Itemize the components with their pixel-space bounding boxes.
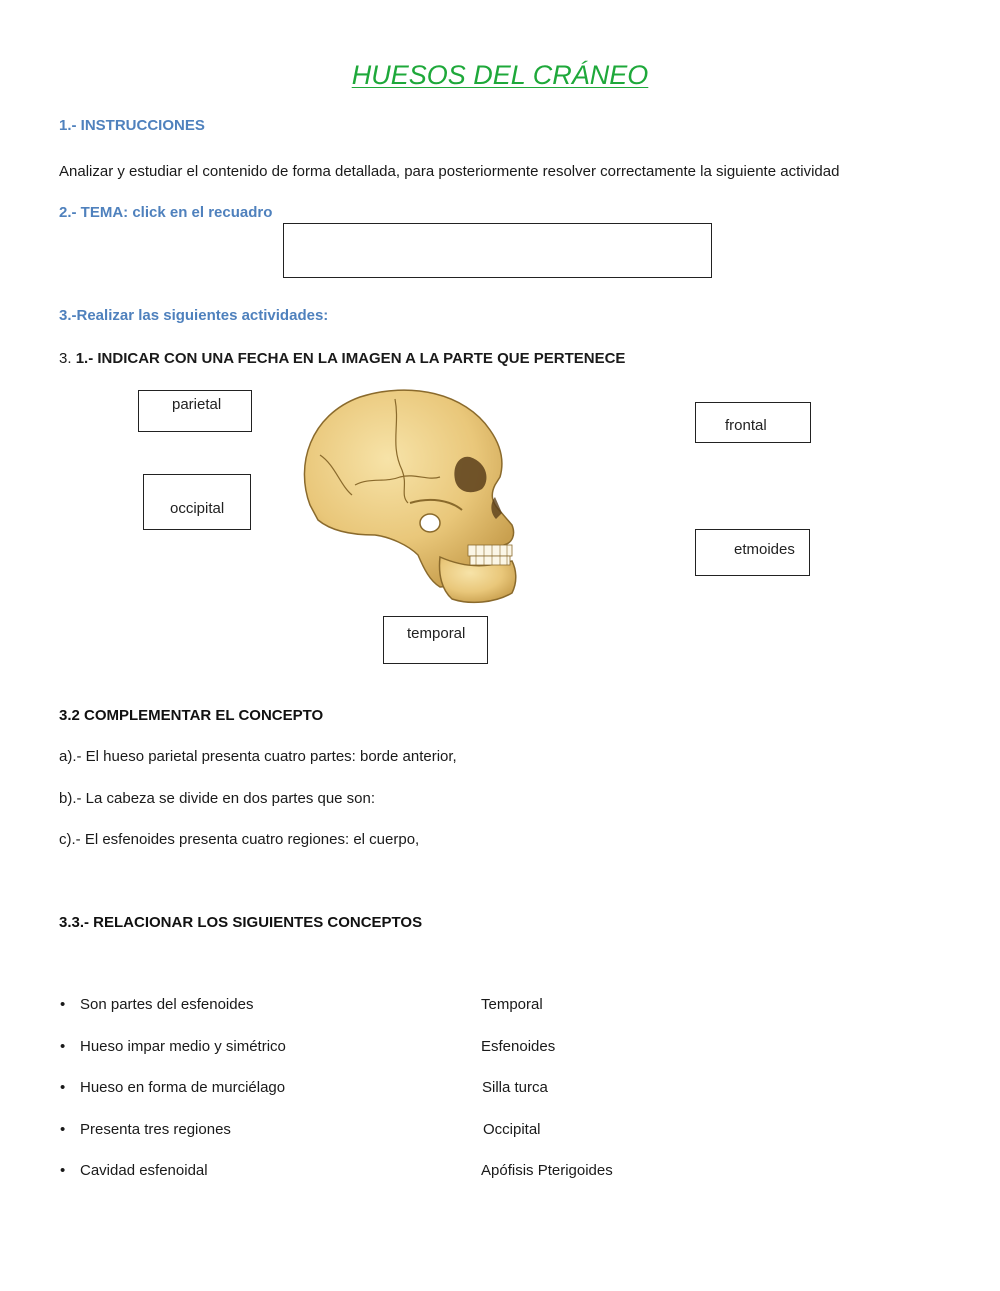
instructions-heading: 1.- INSTRUCCIONES [59, 117, 205, 134]
match-right-item[interactable]: Occipital [483, 1121, 541, 1138]
match-right-item[interactable]: Apófisis Pterigoides [481, 1162, 613, 1179]
activity2-item-a: a).- El hueso parietal presenta cuatro partes: borde anterior, [59, 748, 457, 765]
activity2-title: 3.2 COMPLEMENTAR EL CONCEPTO [59, 707, 324, 724]
label-box-etmoides[interactable] [695, 529, 810, 576]
label-etmoides: etmoides [734, 541, 795, 558]
skull-teeth-upper [468, 545, 512, 556]
label-box-temporal[interactable] [383, 616, 488, 664]
activity2-item-c: c).- El esfenoides presenta cuatro regiones: el cuerpo, [59, 831, 420, 848]
page-title: HUESOS DEL CRÁNEO [351, 60, 649, 90]
topic-heading: 2.- TEMA: click en el recuadro [59, 204, 273, 221]
activity1-title: 1.- INDICAR CON UNA FECHA EN LA IMAGEN A LA PARTE QUE PERTENECE [75, 350, 626, 367]
match-right-item[interactable]: Silla turca [482, 1079, 548, 1096]
match-left-item[interactable]: • Hueso en forma de murciélago [60, 1079, 286, 1096]
label-parietal: parietal [172, 396, 222, 413]
label-box-parietal[interactable] [138, 390, 252, 432]
label-temporal: temporal [407, 625, 466, 642]
match-left-item[interactable]: • Son partes del esfenoides [60, 996, 254, 1013]
topic-click-box[interactable] [283, 223, 712, 278]
skull-image [290, 385, 530, 605]
label-box-frontal[interactable] [695, 402, 811, 443]
activity3-title: 3.3.- RELACIONAR LOS SIGUIENTES CONCEPTOS [59, 914, 423, 931]
match-left-item[interactable]: • Cavidad esfenoidal [60, 1162, 208, 1179]
label-frontal: frontal [725, 417, 767, 434]
match-right-item[interactable]: Esfenoides [481, 1038, 556, 1055]
activity1-heading [59, 350, 625, 367]
match-right-item[interactable]: Temporal [481, 996, 543, 1013]
instructions-text: Analizar y estudiar el contenido de forma detallada, para posteriormente resolver correctamente la siguiente actividad [59, 163, 840, 180]
label-box-occipital[interactable] [143, 474, 251, 530]
activities-heading: 3.-Realizar las siguientes actividades: [59, 307, 329, 324]
match-left-item[interactable]: • Hueso impar medio y simétrico [60, 1038, 286, 1055]
activity1-prefix: 3. [59, 350, 76, 367]
match-left-item[interactable]: • Presenta tres regiones [60, 1121, 231, 1138]
activity2-item-b: b).- La cabeza se divide en dos partes que son: [59, 790, 376, 807]
skull-ear-opening [420, 514, 440, 532]
label-occipital: occipital [170, 500, 225, 517]
